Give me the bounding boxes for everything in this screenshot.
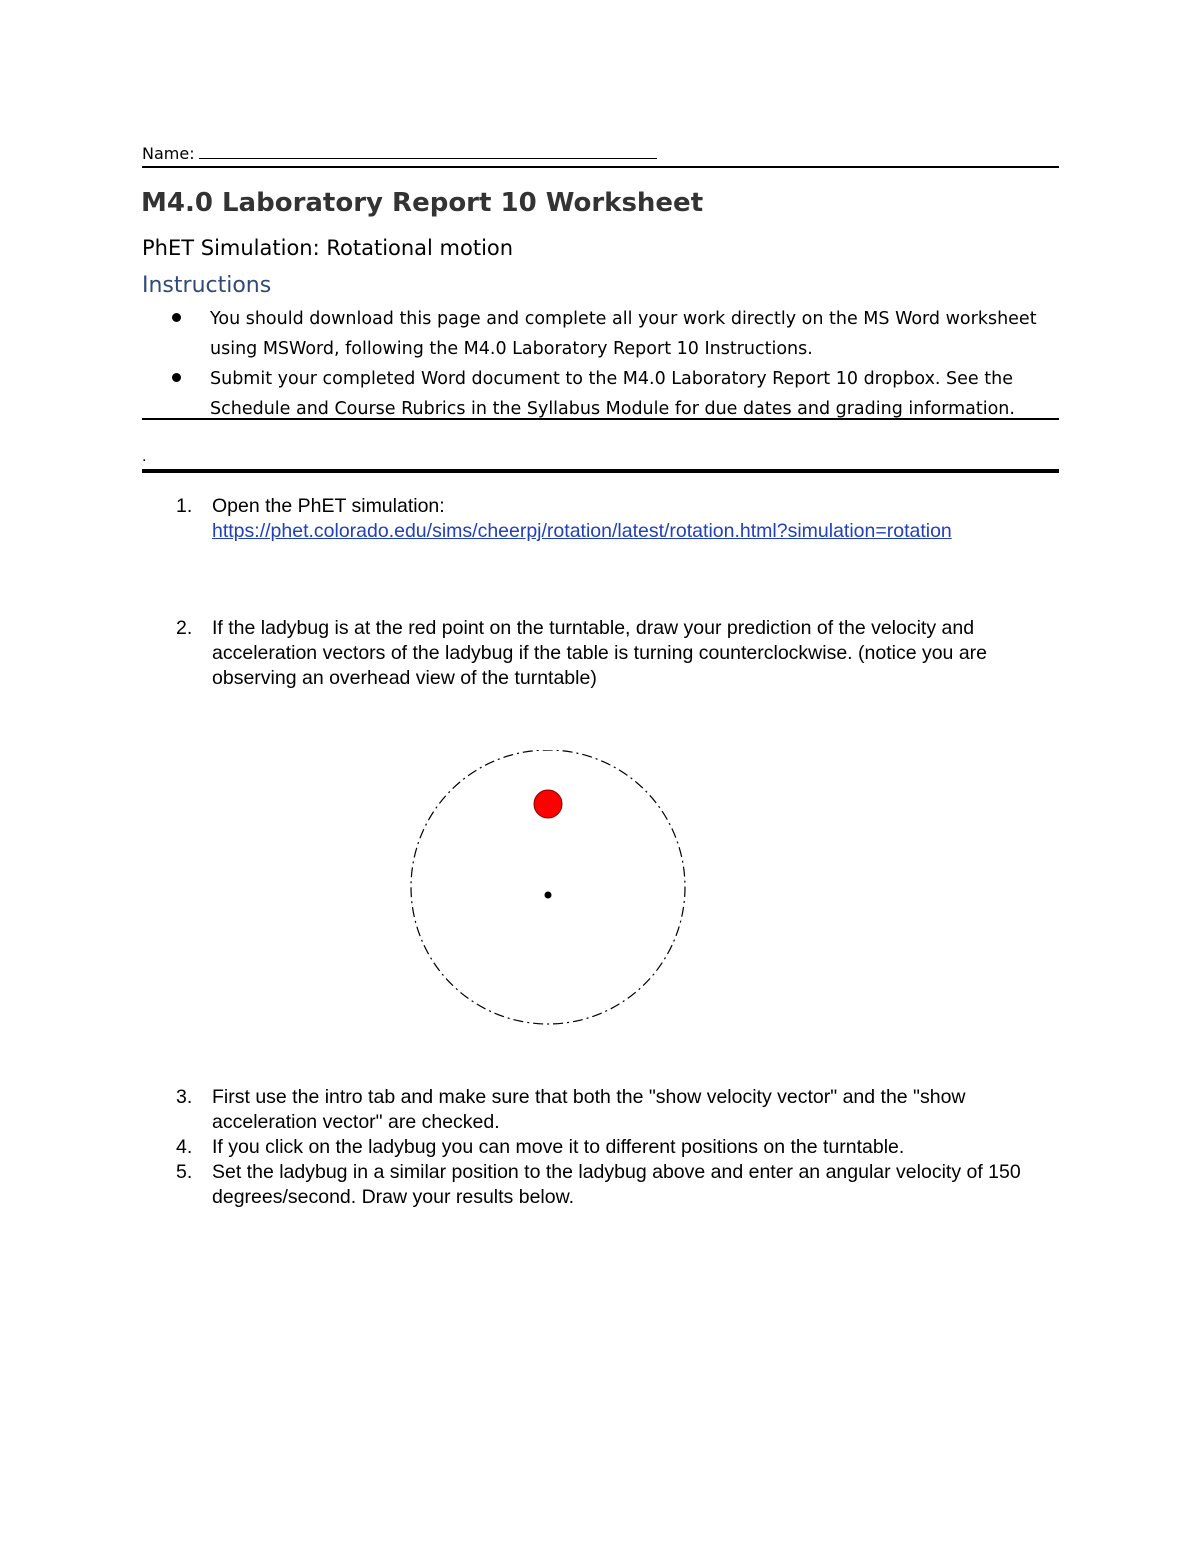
step-item-5: [172, 1160, 1062, 1210]
page-title: M4.0 Laboratory Report 10 Worksheet: [141, 188, 704, 218]
step-number: 2.: [176, 617, 193, 639]
turntable-center-point: [545, 892, 552, 899]
name-field-row: [142, 144, 657, 163]
step-text: If the ladybug is at the red point on the turntable, draw your prediction of the velocity and acceleration vectors of the ladybug if the table is turning counterclockwise. (notice you are observing an overhead view of the turntable): [212, 617, 988, 689]
step-number: 5.: [176, 1161, 193, 1183]
name-blank-line[interactable]: [199, 144, 657, 159]
step-number: 1.: [176, 495, 193, 517]
step-number: 3.: [176, 1086, 193, 1108]
step-item-1: [172, 494, 1062, 544]
phet-simulation-link[interactable]: https://phet.colorado.edu/sims/cheerpj/rotation/latest/rotation.html?simulation=rotation: [212, 520, 952, 542]
step-list-3-5: [172, 1085, 1062, 1210]
step-number: 4.: [176, 1136, 193, 1158]
instructions-rule: [142, 418, 1059, 420]
header-rule: [142, 166, 1059, 168]
step-list-2: [172, 616, 1062, 691]
step-text: Open the PhET simulation:: [212, 495, 445, 517]
separator-mark: .: [142, 448, 147, 465]
name-label: Name:: [142, 144, 195, 163]
step-item-2: [172, 616, 1062, 691]
step-text: First use the intro tab and make sure that both the "show velocity vector" and the "show acceleration vector" are checked.: [212, 1086, 966, 1133]
section-rule: [142, 469, 1059, 473]
bullet-icon: [172, 313, 181, 322]
step-text: If you click on the ladybug you can move it to different positions on the turntable.: [212, 1136, 905, 1158]
instruction-item: [172, 364, 1072, 424]
step-text: Set the ladybug in a similar position to the ladybug above and enter an angular velocity of 150 degrees/second. Draw your results below.: [212, 1161, 1021, 1208]
instructions-list: [172, 304, 1072, 424]
bullet-icon: [172, 373, 181, 382]
turntable-diagram: [405, 750, 695, 1030]
step-list-1: [172, 494, 1062, 544]
instructions-heading: Instructions: [142, 273, 272, 298]
ladybug-red-point: [534, 790, 562, 818]
instruction-text: You should download this page and complete all your work directly on the MS Word worksheet using MSWord, following the M4.0 Laboratory Report 10 Instructions.: [210, 309, 1037, 359]
instruction-item: [172, 304, 1072, 364]
step-item-4: [172, 1135, 1062, 1160]
instruction-text: Submit your completed Word document to the M4.0 Laboratory Report 10 dropbox. See the Schedule and Course Rubrics in the Syllabus Module for due dates and grading information.: [210, 369, 1015, 419]
page-subtitle: PhET Simulation: Rotational motion: [142, 236, 514, 260]
step-item-3: [172, 1085, 1062, 1135]
